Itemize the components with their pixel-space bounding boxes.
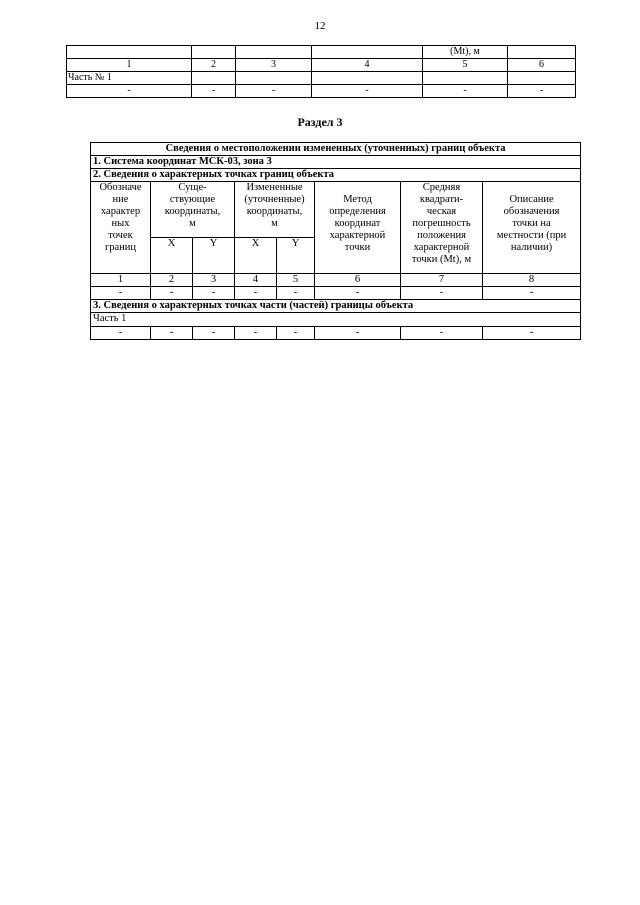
- table-row: [91, 327, 581, 340]
- column-number: 5: [423, 59, 508, 72]
- table-title: Сведения о местоположении измененных (уточненных) границ объекта: [91, 143, 581, 156]
- header-text: наличии): [510, 242, 553, 253]
- table-cell: [192, 72, 236, 85]
- header-text: обозначения: [503, 206, 560, 217]
- dash-cell: -: [192, 85, 236, 98]
- table-cell: [423, 72, 508, 85]
- table-row: [91, 300, 581, 313]
- column-number: 1: [67, 59, 192, 72]
- dash-cell: -: [508, 85, 576, 98]
- header-text: границ: [104, 242, 137, 253]
- dash-cell: -: [235, 327, 277, 340]
- column-number: 3: [236, 59, 312, 72]
- table-cell: [192, 46, 236, 59]
- part-label: Часть № 1: [67, 72, 192, 85]
- continued-table: [66, 45, 576, 98]
- column-number: 2: [192, 59, 236, 72]
- header-text: ствующие: [169, 194, 216, 205]
- dash-cell: -: [483, 287, 581, 300]
- header-text: м: [271, 218, 278, 229]
- header-text: точки (Mt), м: [411, 254, 472, 265]
- column-number: 4: [312, 59, 423, 72]
- header-point-designation: [91, 182, 151, 274]
- dash-cell: -: [315, 327, 401, 340]
- header-text: Метод: [343, 194, 372, 205]
- header-text: Обозначе: [99, 182, 142, 193]
- header-text: Средняя: [422, 182, 461, 193]
- page-number: 12: [314, 20, 326, 32]
- header-text: (уточненные): [244, 194, 305, 205]
- dash-cell: -: [193, 327, 235, 340]
- header-text: точек: [108, 230, 133, 241]
- dash-cell: -: [277, 327, 315, 340]
- header-text: квадрати-: [419, 194, 464, 205]
- dash-cell: -: [91, 327, 151, 340]
- header-text: [485, 182, 578, 194]
- header-text: [317, 182, 398, 194]
- dash-cell: -: [193, 287, 235, 300]
- header-x: X: [235, 238, 277, 274]
- dash-cell: -: [235, 287, 277, 300]
- header-changed-coords: [235, 182, 315, 238]
- table-cell: [508, 46, 576, 59]
- table-row: [67, 46, 576, 59]
- header-text: определения: [329, 206, 386, 217]
- header-text: координат: [334, 218, 381, 229]
- header-method: [315, 182, 401, 274]
- dash-cell: -: [151, 287, 193, 300]
- column-number: 8: [483, 274, 581, 287]
- dash-cell: -: [67, 85, 192, 98]
- dash-cell: -: [91, 287, 151, 300]
- table-row: [91, 313, 581, 327]
- table-row: [67, 72, 576, 85]
- header-text: точки: [344, 242, 371, 253]
- dash-cell: -: [401, 327, 483, 340]
- header-text: ных: [111, 218, 130, 229]
- header-accuracy: [401, 182, 483, 274]
- header-partial-cell: (Mt), м: [423, 46, 508, 59]
- column-number: 1: [91, 274, 151, 287]
- header-text: координаты,: [164, 206, 221, 217]
- header-text: Измененные: [246, 182, 303, 193]
- header-text: ние: [112, 194, 129, 205]
- table-row: [91, 287, 581, 300]
- column-number: 6: [315, 274, 401, 287]
- dash-cell: -: [423, 85, 508, 98]
- column-number-row: [91, 274, 581, 287]
- table-cell: [508, 72, 576, 85]
- table-cell: [312, 46, 423, 59]
- column-number: 2: [151, 274, 193, 287]
- header-text: м: [189, 218, 196, 229]
- header-existing-coords: [151, 182, 235, 238]
- dash-cell: -: [312, 85, 423, 98]
- dash-cell: -: [315, 287, 401, 300]
- points-heading: 2. Сведения о характерных точках границ объекта: [91, 169, 581, 182]
- boundary-points-table: [90, 142, 581, 340]
- header-text: координаты,: [246, 206, 303, 217]
- column-number: 5: [277, 274, 315, 287]
- header-text: погрешность: [412, 218, 471, 229]
- header-text: характерной: [329, 230, 386, 241]
- table-title-row: [91, 143, 581, 156]
- table-row: [91, 156, 581, 169]
- part-label: Часть 1: [91, 313, 581, 327]
- header-y: Y: [277, 238, 315, 274]
- header-x: X: [151, 238, 193, 274]
- column-number: 3: [193, 274, 235, 287]
- header-text: характерной: [413, 242, 470, 253]
- header-text: местности (при: [496, 230, 567, 241]
- column-number: 4: [235, 274, 277, 287]
- header-y: Y: [193, 238, 235, 274]
- coord-system-heading: 1. Система координат МСК-03, зона 3: [91, 156, 581, 169]
- dash-cell: -: [151, 327, 193, 340]
- column-number: 7: [401, 274, 483, 287]
- dash-cell: -: [236, 85, 312, 98]
- section-title: Раздел 3: [297, 115, 343, 129]
- header-text: Суще-: [178, 182, 207, 193]
- table-cell: [312, 72, 423, 85]
- header-text: положения: [417, 230, 466, 241]
- header-text: Описание: [509, 194, 554, 205]
- column-number-row: [67, 59, 576, 72]
- table-cell: [67, 46, 192, 59]
- header-description: [483, 182, 581, 274]
- header-text: ческая: [426, 206, 457, 217]
- dash-cell: -: [401, 287, 483, 300]
- table-row: [67, 85, 576, 98]
- header-text: точки на: [512, 218, 551, 229]
- part-points-heading: 3. Сведения о характерных точках части (частей) границы объекта: [91, 300, 581, 313]
- column-number: 6: [508, 59, 576, 72]
- header-row: [91, 182, 581, 238]
- table-row: [91, 169, 581, 182]
- dash-cell: -: [277, 287, 315, 300]
- table-cell: [236, 72, 312, 85]
- dash-cell: -: [483, 327, 581, 340]
- table-cell: [236, 46, 312, 59]
- header-text: характер: [100, 206, 141, 217]
